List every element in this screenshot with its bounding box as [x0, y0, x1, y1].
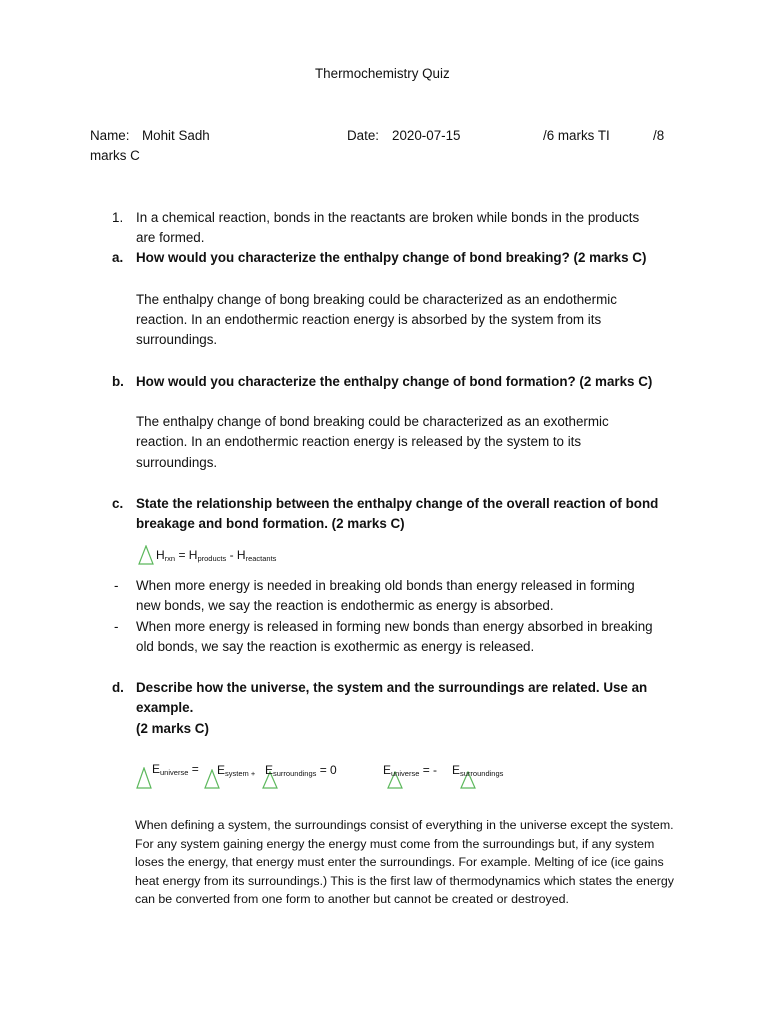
name-value: Mohit Sadh	[142, 128, 210, 143]
subquestion-text: State the relationship between the enthalpy change of the overall reaction of bond	[136, 496, 659, 511]
subquestion-label: b.	[112, 374, 124, 389]
delta-triangle-icon	[136, 767, 152, 789]
answer-paragraph: When defining a system, the surroundings consist of everything in the universe except the system. For any system gaining energy the energy must come from the surroundings but, if any system loses the energy, that energy must enter the surroundings. For example. Melting of ice (ice gains heat energy from its surroundings.) This is the first law of thermodynamics which states the energy can be converted from one form to another but cannot be created or destroyed.	[135, 818, 674, 906]
subquestion-label: d.	[112, 680, 124, 695]
bullet-marker: -	[114, 578, 119, 593]
energy-equation-universe: $E_{universe}$ =	[152, 762, 199, 777]
answer-line: surroundings.	[136, 455, 218, 470]
answer-line: reaction. In an endothermic reaction energy is released by the system to its	[136, 434, 582, 449]
subquestion-text: Describe how the universe, the system and the surroundings are related. Use an	[136, 680, 648, 695]
answer-line: The enthalpy change of bong breaking could be characterized as an endothermic	[136, 292, 617, 307]
answer-line: surroundings.	[136, 332, 218, 347]
bullet-text: When more energy is released in forming new bonds than energy absorbed in breaking	[136, 619, 653, 634]
marks-c-text: marks C	[90, 148, 140, 163]
energy-equation-surroundings: $E_{surroundings} = 0$	[265, 763, 337, 778]
subquestion-text: (2 marks C)	[136, 721, 209, 736]
subquestion-text: breakage and bond formation. (2 marks C)	[136, 516, 405, 531]
delta-triangle-icon	[138, 545, 154, 565]
name-label: Name:	[90, 128, 130, 143]
enthalpy-equation: $H_{rxn} = H_{products} - H_{reactants}$	[156, 548, 277, 563]
energy-equation-2-surroundings: $E_{surroundings}$	[452, 763, 504, 778]
subquestion-text: example.	[136, 700, 194, 715]
date-label: Date:	[347, 128, 380, 143]
marks-ti: /6 marks TI	[543, 128, 610, 143]
answer-line: reaction. In an endothermic reaction energy is absorbed by the system from its	[136, 312, 602, 327]
subquestion-text: How would you characterize the enthalpy change of bond breaking? (2 marks C)	[136, 250, 647, 265]
subquestion-label: a.	[112, 250, 124, 265]
answer-line: The enthalpy change of bond breaking could be characterized as an exothermic	[136, 414, 609, 429]
bullet-text: old bonds, we say the reaction is exothermic as energy is released.	[136, 639, 535, 654]
bullet-text: new bonds, we say the reaction is endothermic as energy is absorbed.	[136, 598, 554, 613]
bullet-marker: -	[114, 619, 119, 634]
subquestion-text: How would you characterize the enthalpy change of bond formation? (2 marks C)	[136, 374, 653, 389]
date-value: 2020-07-15	[392, 128, 461, 143]
question-text: In a chemical reaction, bonds in the reactants are broken while bonds in the products	[136, 210, 640, 225]
marks-c-slash: /8	[653, 128, 665, 143]
bullet-text: When more energy is needed in breaking old bonds than energy released in forming	[136, 578, 635, 593]
subquestion-label: c.	[112, 496, 124, 511]
page-title: Thermochemistry Quiz	[315, 66, 450, 81]
question-number: 1.	[112, 210, 124, 225]
question-text: are formed.	[136, 230, 205, 245]
energy-equation-system: $E_{system +}$	[217, 763, 256, 778]
energy-equation-2: $E_{universe}$ = -	[383, 763, 438, 778]
